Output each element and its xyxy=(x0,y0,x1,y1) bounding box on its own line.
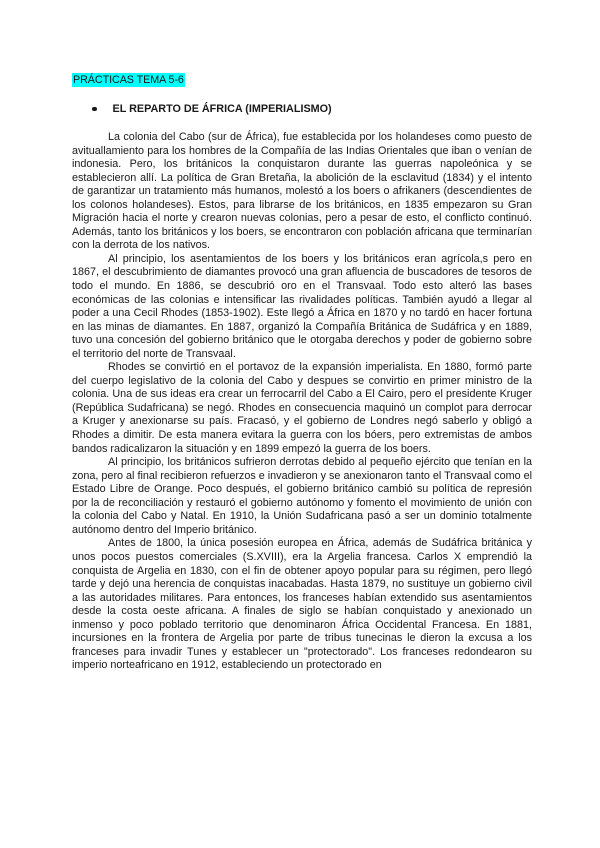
paragraph: La colonia del Cabo (sur de África), fue establecida por los holandeses como puesto de avituallamiento para los hombres de la Compañía de las Indias Orientales que iban o venían de indonesia. Pero, los británicos la conquistaron durante las guerras napoleónica y se establecieron allí. La política de Gran Bretaña, la abolición de la esclavitud (1834) y el intento de garantizar un tratamiento más humanos, molestó a los boers o afrikaners (descendientes de los colonos holandeses). Estos, para librarse de los británicos, en 1835 empezaron su Gran Migración hacia el norte y crearon nuevas colonias, pero a pesar de esto, el conflicto continuó. Además, tanto los británicos y los boers, se encontraron con población africana que terminarían con la derrota de los nativos. xyxy=(72,131,532,252)
section-heading xyxy=(92,102,332,116)
body-text xyxy=(72,131,532,673)
paragraph: Al principio, los británicos sufrieron derrotas debido al pequeño ejército que tenían en la zona, pero al final recibieron refuerzos e invadieron y se anexionaron tanto el Transvaal como el Estado Libre de Orange. Poco después, el gobierno británico cambió su política de represión por la de reconciliación y restauró el gobierno autónomo y fomento el movimiento de unión con la colonia del Cabo y Natal. En 1910, la Unión Sudafricana pasó a ser un dominio totalmente autónomo dentro del Imperio británico. xyxy=(72,456,532,536)
paragraph: Al principio, los asentamientos de los boers y los británicos eran agrícola,s pero en 1867, el descubrimiento de diamantes provocó una gran afluencia de buscadores de tesoros de todo el mundo. En 1886, se descubrió oro en el Transvaal. Todo esto alteró las bases económicas de las colonias e intensificar las rivalidades políticas. También ayudó a llegar al poder a una Cecil Rhodes (1853-1902). Este llegó a África en 1870 y no tardó en hacer fortuna en las minas de diamantes. En 1887, organizó la Compañía Británica de Sudáfrica y en 1889, tuvo una concesión del gobierno británico que le otorgaba derechos y poder de gobierno sobre el territorio del norte de Transvaal. xyxy=(72,252,532,360)
section-heading-text: EL REPARTO DE ÁFRICA (IMPERIALISMO) xyxy=(112,103,332,115)
paragraph: Antes de 1800, la única posesión europea en África, además de Sudáfrica británica y unos pocos puestos comerciales (S.XVIII), era la Argelia francesa. Carlos X emprendió la conquista de Argelia en 1830, con el fin de obtener apoyo popular para su régimen, pero llegó tarde y dejó una herencia de conquistas inacabadas. Hasta 1879, no sustituye un gobierno civil a las autoridades militares. Para entonces, los franceses habían extendido sus asentamientos desde la costa oeste africana. A finales de siglo se habían conquistado y anexionado un inmenso y poco poblado territorio que denominaron África Occidental Francesa. En 1881, incursiones en la frontera de Argelia por parte de tribus tunecinas le dieron la excusa a los franceses para invadir Tunes y establecer un "protectorado". Los franceses redondearon su imperio norteafricano en 1912, estableciendo un protectorado en xyxy=(72,537,532,672)
paragraph: Rhodes se convirtió en el portavoz de la expansión imperialista. En 1880, formó parte del cuerpo legislativo de la colonia del Cabo y despues se convirtio en primer ministro de la colonia. Una de sus ideas era crear un ferrocarril del Cabo a El Cairo, pero el presidente Kruger (República Sudafricana) se negó. Rhodes en consecuencia maquinó un complot para derrocar a Kruger y anexionarse su país. Fracasó, y el gobierno de Londres negó saberlo y obligó a Rhodes a dimitir. De esta manera evitara la guerra con los bóers, pero extremistas de ambos bandos radicalizaron la situación y en 1899 empezó la guerra de los boers. xyxy=(72,361,532,455)
bullet-icon xyxy=(92,107,97,112)
page-title: PRÁCTICAS TEMA 5-6 xyxy=(73,74,184,86)
